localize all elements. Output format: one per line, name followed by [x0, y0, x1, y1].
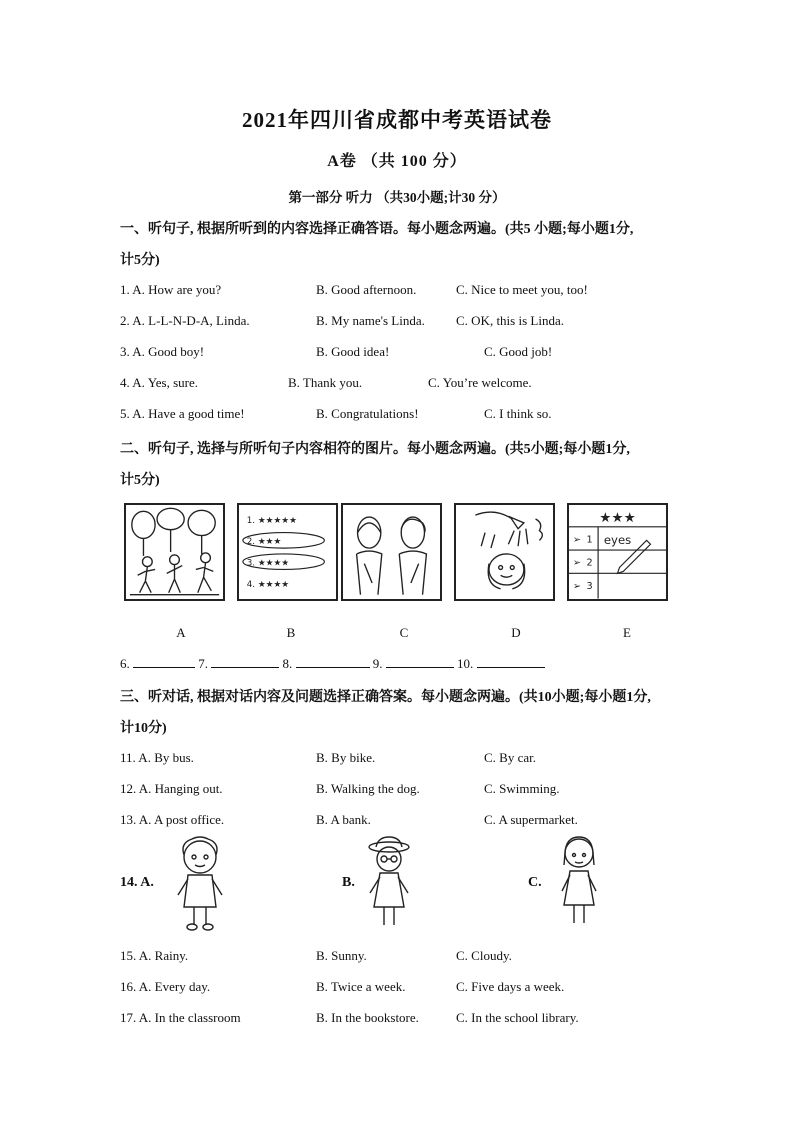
picture-label-b: B	[286, 625, 296, 640]
pic-b-row-3: 3. ★★★★	[246, 558, 290, 569]
picture-c-two-people	[341, 503, 442, 601]
picture-d-shower	[454, 503, 555, 601]
pic-e-header: ★★★	[599, 509, 636, 526]
answer-blank-10[interactable]	[477, 655, 545, 668]
q2-option-b: B. My name's Linda.	[316, 313, 425, 328]
section2-instruction-cont: 计5分)	[120, 473, 160, 488]
q14-girl-b-picture	[364, 835, 414, 935]
svg-text:➢: ➢	[572, 534, 582, 546]
q15-option-c: C. Cloudy.	[456, 948, 512, 963]
blank-label-6: 6.	[120, 656, 130, 671]
pic-b-row-1: 1. ★★★★★	[246, 515, 297, 526]
q12-option-a: 12. A. Hanging out.	[120, 781, 223, 796]
picture-a-park-scene	[124, 503, 225, 601]
q12-option-b: B. Walking the dog.	[316, 781, 420, 796]
q12-option-c: C. Swimming.	[484, 781, 560, 796]
q15-option-a: 15. A. Rainy.	[120, 948, 189, 963]
q2-option-a: 2. A. L-L-N-D-A, Linda.	[120, 313, 250, 328]
blank-label-10: 10.	[457, 656, 474, 671]
q5-option-b: B. Congratulations!	[316, 406, 419, 421]
q16-option-b: B. Twice a week.	[316, 979, 406, 994]
q2-option-c: C. OK, this is Linda.	[456, 313, 564, 328]
q1-option-a: 1. A. How are you?	[120, 282, 222, 297]
paper-subtitle: A卷 （共 100 分）	[327, 153, 467, 170]
q1-option-c: C. Nice to meet you, too!	[456, 282, 588, 297]
answer-blank-9[interactable]	[386, 655, 454, 668]
section1-instruction-cont: 计5分)	[120, 253, 160, 268]
q16-option-c: C. Five days a week.	[456, 979, 565, 994]
pic-e-word: eyes	[603, 533, 632, 548]
q11-option-c: C. By car.	[484, 750, 536, 765]
section1-instruction: 一、听句子, 根据所听到的内容选择正确答语。每小题念两遍。(共5 小题;每小题1分,	[120, 222, 634, 237]
q14-label-a: 14. A.	[120, 875, 154, 890]
q11-option-a: 11. A. By bus.	[120, 750, 194, 765]
answer-blank-7[interactable]	[211, 655, 279, 668]
q14-label-c: C.	[528, 875, 542, 890]
page-title: 2021年四川省成都中考英语试卷	[242, 108, 552, 132]
picture-label-a: A	[176, 625, 186, 640]
answer-blank-6[interactable]	[133, 655, 195, 668]
section3-instruction-cont: 计10分)	[120, 721, 167, 736]
q4-option-a: 4. A. Yes, sure.	[120, 375, 199, 390]
q14-girl-c-picture	[554, 835, 604, 935]
q17-option-a: 17. A. In the classroom	[120, 1010, 241, 1025]
picture-label-e: E	[623, 625, 631, 640]
picture-e-checklist	[567, 503, 668, 601]
blank-label-8: 8.	[282, 656, 293, 671]
q14-label-b: B.	[342, 875, 355, 890]
answer-blanks-row	[120, 655, 545, 672]
section3-instruction: 三、听对话, 根据对话内容及问题选择正确答案。每小题念两遍。(共10小题;每小题1分,	[120, 690, 651, 705]
q3-option-b: B. Good idea!	[316, 344, 390, 359]
q5-option-a: 5. A. Have a good time!	[120, 406, 245, 421]
svg-text:➢: ➢	[572, 580, 582, 592]
q4-option-c: C. You’re welcome.	[428, 375, 532, 390]
q11-option-b: B. By bike.	[316, 750, 376, 765]
q5-option-c: C. I think so.	[484, 406, 552, 421]
q1-option-b: B. Good afternoon.	[316, 282, 417, 297]
section2-instruction: 二、听句子, 选择与所听句子内容相符的图片。每小题念两遍。(共5小题;每小题1分,	[120, 442, 630, 457]
q3-option-a: 3. A. Good boy!	[120, 344, 205, 359]
svg-text:3: 3	[586, 580, 593, 592]
picture-label-d: D	[511, 625, 521, 640]
blank-label-9: 9.	[372, 656, 383, 671]
svg-text:➢: ➢	[572, 557, 582, 569]
q13-option-c: C. A supermarket.	[484, 812, 578, 827]
q16-option-a: 16. A. Every day.	[120, 979, 211, 994]
pic-b-row-4: 4. ★★★★	[246, 579, 290, 590]
q17-option-c: C. In the school library.	[456, 1010, 579, 1025]
q3-option-c: C. Good job!	[484, 344, 553, 359]
q13-option-a: 13. A. A post office.	[120, 812, 225, 827]
answer-blank-8[interactable]	[296, 655, 370, 668]
picture-label-c: C	[399, 625, 409, 640]
pic-b-row-2: 2. ★★★	[246, 537, 282, 548]
picture-b-ratings	[237, 503, 338, 601]
q14-girl-a-picture	[170, 835, 230, 935]
svg-text:2: 2	[586, 557, 593, 569]
svg-text:1: 1	[586, 534, 593, 546]
part-heading: 第一部分 听力 （共30小题;计30 分）	[288, 190, 506, 205]
q17-option-b: B. In the bookstore.	[316, 1010, 419, 1025]
q4-option-b: B. Thank you.	[288, 375, 363, 390]
blank-label-7: 7.	[198, 656, 208, 671]
q15-option-b: B. Sunny.	[316, 948, 367, 963]
q13-option-b: B. A bank.	[316, 812, 371, 827]
